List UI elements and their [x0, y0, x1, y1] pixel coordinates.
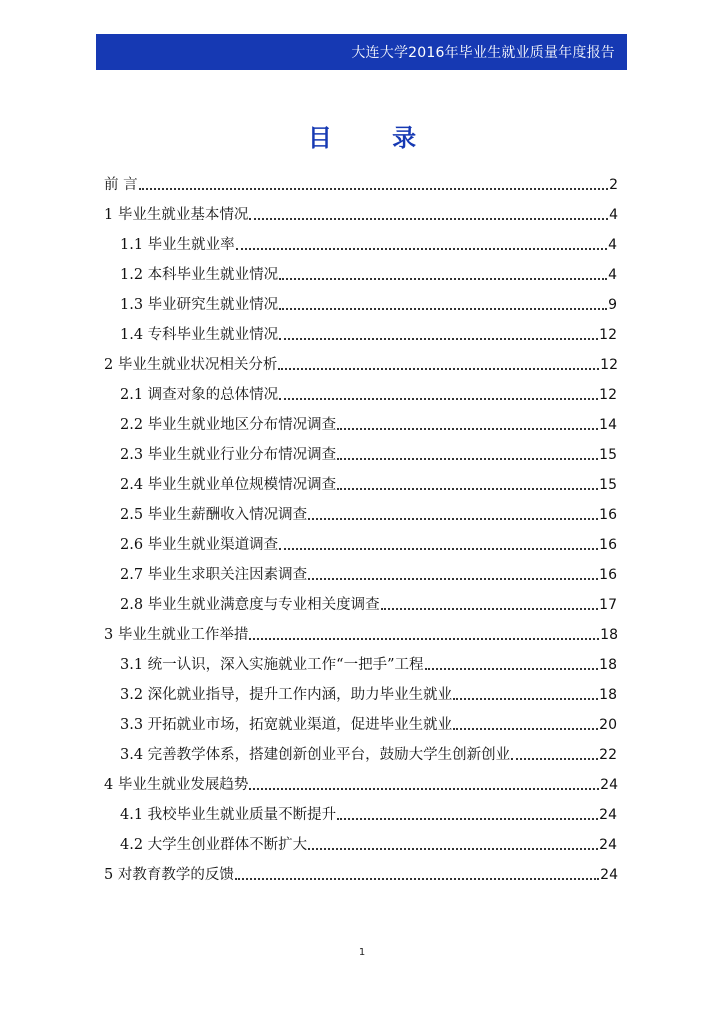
toc-entry-page: 16 — [599, 567, 617, 583]
toc-entry-label: 2.5 毕业生薪酬收入情况调查 — [120, 507, 308, 523]
toc-entry-2-2[interactable] — [120, 404, 617, 434]
toc-entry-page: 4 — [609, 207, 618, 223]
dot-leader — [235, 878, 599, 880]
toc-entry-2[interactable] — [104, 344, 618, 374]
toc-entry-page: 4 — [608, 267, 617, 283]
toc-entry-3-1[interactable] — [120, 644, 617, 674]
dot-leader — [337, 488, 598, 490]
toc-entry-label: 3.3 开拓就业市场，拓宽就业渠道，促进毕业生就业 — [120, 717, 453, 733]
toc-entry-4[interactable] — [104, 764, 618, 794]
toc-entry-label: 前 言 — [104, 177, 138, 193]
toc-entry-page: 4 — [608, 237, 617, 253]
toc-entry-label: 4.1 我校毕业生就业质量不断提升 — [120, 807, 337, 823]
toc-entry-page: 12 — [600, 357, 618, 373]
toc-entry-label: 3.4 完善教学体系，搭建创新创业平台，鼓励大学生创新创业 — [120, 747, 511, 763]
toc-entry-2-8[interactable] — [120, 584, 617, 614]
dot-leader — [236, 248, 607, 250]
toc-entry-page: 18 — [600, 627, 618, 643]
toc-entry-1-4[interactable] — [120, 314, 617, 344]
toc-entry-3-3[interactable] — [120, 704, 617, 734]
toc-entry-label: 4.2 大学生创业群体不断扩大 — [120, 837, 308, 853]
toc-entry-page: 12 — [599, 387, 617, 403]
toc-entry-5[interactable] — [104, 854, 618, 884]
toc-entry-page: 24 — [599, 837, 617, 853]
toc-entry-label: 3.1 统一认识，深入实施就业工作“一把手”工程 — [120, 657, 424, 673]
toc-entry-2-7[interactable] — [120, 554, 617, 584]
toc-entry-1[interactable] — [104, 194, 618, 224]
toc-entry-page: 18 — [599, 657, 617, 673]
toc-entry-page: 18 — [599, 687, 617, 703]
toc-entry-page: 24 — [600, 867, 618, 883]
toc-entry-label: 2.3 毕业生就业行业分布情况调查 — [120, 447, 337, 463]
toc-entry-1-1[interactable] — [120, 224, 617, 254]
dot-leader — [249, 218, 608, 220]
dot-leader — [425, 668, 599, 670]
dot-leader — [337, 428, 598, 430]
toc-entry-2-4[interactable] — [120, 464, 617, 494]
dot-leader — [337, 818, 598, 820]
toc-entry-label: 3 毕业生就业工作举措 — [104, 627, 249, 643]
dot-leader — [279, 308, 607, 310]
dot-leader — [308, 848, 598, 850]
toc-entry-1-2[interactable] — [120, 254, 617, 284]
toc-entry-page: 14 — [599, 417, 617, 433]
toc-entry-page: 17 — [599, 597, 617, 613]
toc-entry-page: 15 — [599, 477, 617, 493]
toc-entry-label: 1.3 毕业研究生就业情况 — [120, 297, 279, 313]
dot-leader — [279, 548, 598, 550]
toc-entry-label: 2.4 毕业生就业单位规模情况调查 — [120, 477, 337, 493]
toc-entry-3-4[interactable] — [120, 734, 617, 764]
dot-leader — [511, 758, 598, 760]
toc-entry-2-3[interactable] — [120, 434, 617, 464]
dot-leader — [453, 728, 598, 730]
toc-entry-label: 2.6 毕业生就业渠道调查 — [120, 537, 279, 553]
toc-entry-2-1[interactable] — [120, 374, 617, 404]
toc-entry-page: 9 — [608, 297, 617, 313]
toc-entry-4-1[interactable] — [120, 794, 617, 824]
toc-entry-2-6[interactable] — [120, 524, 617, 554]
toc-entry-3-2[interactable] — [120, 674, 617, 704]
toc-entry-label: 1.1 毕业生就业率 — [120, 237, 235, 253]
toc-entry-4-2[interactable] — [120, 824, 617, 854]
toc-entry-page: 22 — [599, 747, 617, 763]
dot-leader — [337, 458, 598, 460]
dot-leader — [279, 278, 607, 280]
toc-entry-label: 3.2 深化就业指导，提升工作内涵，助力毕业生就业 — [120, 687, 453, 703]
toc-entry-page: 20 — [599, 717, 617, 733]
toc-entry-label: 4 毕业生就业发展趋势 — [104, 777, 249, 793]
toc-entry-label: 1.4 专科毕业生就业情况 — [120, 327, 279, 343]
toc-entry-label: 1 毕业生就业基本情况 — [104, 207, 249, 223]
dot-leader — [453, 698, 598, 700]
dot-leader — [308, 518, 598, 520]
toc-entry-page: 2 — [609, 177, 618, 193]
toc-entry-page: 16 — [599, 537, 617, 553]
toc-entry-label: 2.8 毕业生就业满意度与专业相关度调查 — [120, 597, 380, 613]
dot-leader — [381, 608, 599, 610]
dot-leader — [308, 578, 598, 580]
dot-leader — [139, 188, 608, 190]
toc-entry-page: 12 — [599, 327, 617, 343]
dot-leader — [279, 398, 598, 400]
toc-entry-label: 2.2 毕业生就业地区分布情况调查 — [120, 417, 337, 433]
dot-leader — [249, 788, 599, 790]
toc-entry-page: 15 — [599, 447, 617, 463]
dot-leader — [279, 338, 598, 340]
header-bar — [96, 34, 627, 70]
dot-leader — [278, 368, 599, 370]
toc-entry-page: 24 — [599, 807, 617, 823]
toc-entry-label: 2.1 调查对象的总体情况 — [120, 387, 279, 403]
toc-entry-preface[interactable] — [104, 164, 618, 194]
toc-entry-page: 24 — [600, 777, 618, 793]
toc-entry-1-3[interactable] — [120, 284, 617, 314]
toc-entry-label: 5 对教育教学的反馈 — [104, 867, 234, 883]
header-title: 大连大学2016年毕业生就业质量年度报告 — [351, 45, 615, 61]
toc-entry-2-5[interactable] — [120, 494, 617, 524]
toc-entry-label: 2 毕业生就业状况相关分析 — [104, 357, 278, 373]
toc-title: 目 录 — [307, 124, 443, 152]
toc-entry-3[interactable] — [104, 614, 618, 644]
page-number: 1 — [358, 947, 366, 958]
toc-entry-label: 1.2 本科毕业生就业情况 — [120, 267, 279, 283]
toc-entry-label: 2.7 毕业生求职关注因素调查 — [120, 567, 308, 583]
toc-entry-page: 16 — [599, 507, 617, 523]
dot-leader — [249, 638, 599, 640]
